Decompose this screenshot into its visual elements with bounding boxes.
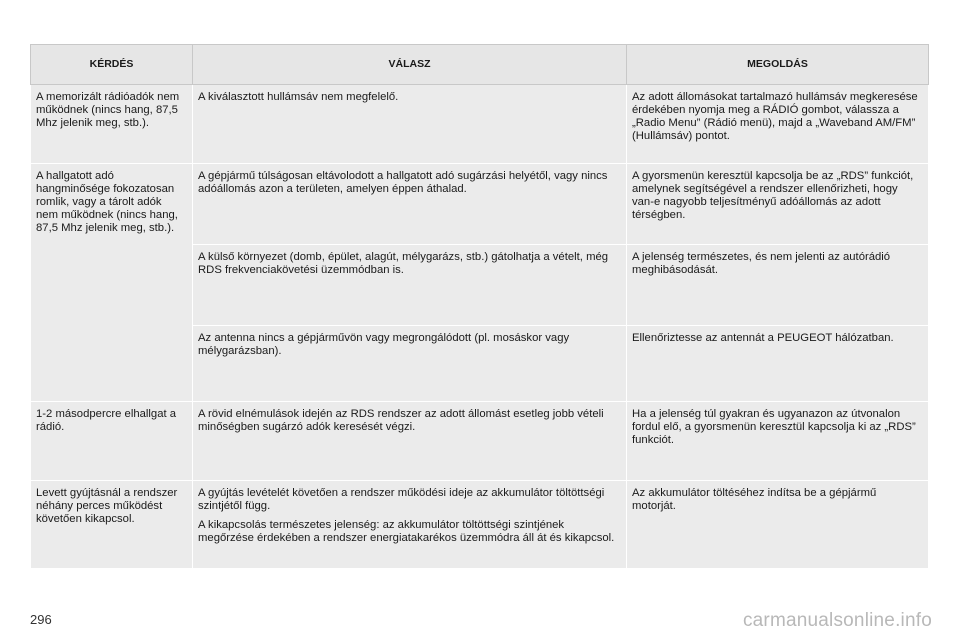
answer-cell (193, 481, 627, 569)
troubleshooting-table (30, 44, 929, 569)
answer-text: Az antenna nincs a gépjárművön vagy megrongálódott (pl. mosáskor vagy mélygarázsban). (198, 332, 570, 357)
answer-cell (193, 164, 627, 245)
table-header-row (31, 45, 929, 85)
answer-text: A gépjármű túlságosan eltávolodott a hallgatott adó sugárzási helyétől, vagy nincs adóállomás azon a területen, amelyen éppen áthalad. (198, 170, 608, 195)
watermark: carmanualsonline.info (742, 610, 932, 631)
answer-text: A kiválasztott hullámsáv nem megfelelő. (198, 91, 399, 103)
answer-text: A külső környezet (domb, épület, alagút, mélygarázs, stb.) gátolhatja a vételt, még RDS frekvenciakövetési üzemmódban is. (198, 251, 609, 276)
header-question: KÉRDÉS (31, 45, 193, 85)
solution-cell: Az adott állomásokat tartalmazó hullámsáv megkeresése érdekében nyomja meg a RÁDIÓ gombot, válassza a „Radio Menu” (Rádió menü), majd a „Waveband AM/FM” (Hullámsáv) pontot. (627, 85, 929, 164)
table-row (31, 85, 929, 164)
solution-cell: Az akkumulátor töltéséhez indítsa be a gépjármű motorját. (627, 481, 929, 569)
table-row (31, 164, 929, 245)
header-answer: VÁLASZ (193, 45, 627, 85)
page-number: 296 (30, 612, 52, 627)
question-cell: 1-2 másodpercre elhallgat a rádió. (31, 402, 193, 481)
table-row (31, 402, 929, 481)
header-solution: MEGOLDÁS (627, 45, 929, 85)
answer-cell (193, 85, 627, 164)
question-cell: A memorizált rádióadók nem működnek (nincs hang, 87,5 Mhz jelenik meg, stb.). (31, 85, 193, 164)
question-cell: A hallgatott adó hangminősége fokozatosan romlik, vagy a tárolt adók nem működnek (nincs hang, 87,5 Mhz jelenik meg, stb.). (31, 164, 193, 402)
answer-text: A gyújtás levételét követően a rendszer működési ideje az akkumulátor töltöttségi szintjétől függ. (198, 487, 605, 512)
solution-cell: Ellenőriztesse az antennát a PEUGEOT hálózatban. (627, 326, 929, 402)
solution-cell: Ha a jelenség túl gyakran és ugyanazon az útvonalon fordul elő, a gyorsmenün keresztül kapcsolja ki az „RDS” funkciót. (627, 402, 929, 481)
answer-text: A rövid elnémulások idején az RDS rendszer az adott állomást esetleg jobb vételi minőségben sugárzó adók keresését végzi. (198, 408, 604, 433)
answer-text: A kikapcsolás természetes jelenség: az akkumulátor töltöttségi szintjének megőrzése érdekében a rendszer energiatakarékos üzemmódra áll át és kikapcsol. (198, 519, 615, 544)
solution-cell: A jelenség természetes, és nem jelenti az autórádió meghibásodását. (627, 245, 929, 326)
answer-cell (193, 402, 627, 481)
answer-cell (193, 245, 627, 326)
question-cell: Levett gyújtásnál a rendszer néhány perces működést követően kikapcsol. (31, 481, 193, 569)
table-row (31, 481, 929, 569)
answer-cell (193, 326, 627, 402)
solution-cell: A gyorsmenün keresztül kapcsolja be az „RDS” funkciót, amelynek segítségével a rendszer ellenőrizheti, hogy van-e nagyobb teljesítményű adóállomás az adott térségben. (627, 164, 929, 245)
